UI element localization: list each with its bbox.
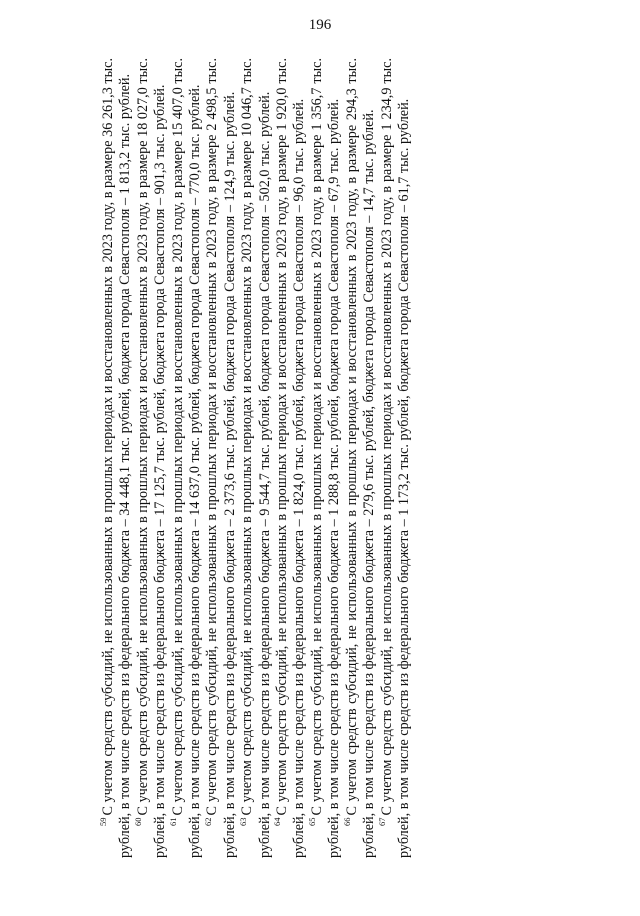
- footnote-67: [376, 58, 414, 858]
- footnote-marker: 66: [341, 817, 352, 826]
- footnote-66: [341, 58, 379, 858]
- footnote-text: С учетом средств субсидий, не использованных в прошлых периодах и восстановленных в 2023 году, в размере 1 234,9 тыс. рублей, в том числе средств из федерального бюджета – 1 173,2 тыс. рублей, бюджета города Севастополя – 61,7 тыс. рублей.: [378, 58, 412, 858]
- footnote-marker: 60: [133, 817, 144, 826]
- footnote-61: [167, 58, 205, 858]
- footnote-marker: 61: [167, 817, 178, 826]
- footnote-marker: 64: [272, 817, 283, 826]
- footnote-63: [239, 58, 274, 858]
- footnote-62: [204, 58, 239, 858]
- footnote-text: С учетом средств субсидий, не использованных в прошлых периодах и восстановленных в 2023 году, в размере 36 261,3 тыс. рублей, в том числе средств из федерального бюджета – 34 448,1 тыс. рублей, бюджета города Севастополя – 1 813,2 тыс. рублей.: [100, 58, 134, 858]
- footnote-marker: 63: [237, 817, 248, 826]
- page-number: 196: [308, 17, 332, 33]
- footnote-marker: 62: [202, 817, 213, 826]
- footnote-text: С учетом средств субсидий, не использованных в прошлых периодах и восстановленных в 2023 году, в размере 15 407,0 тыс. рублей, в том числе средств из федерального бюджета – 14 637,0 тыс. рублей, бюджета города Севастополя – 770,0 тыс. рублей.: [169, 58, 204, 858]
- footnote-text: С учетом средств субсидий, не использованных в прошлых периодах и восстановленных в 2023 году, в размере 18 027,0 тыс. рублей, в том числе средств из федерального бюджета – 17 125,7 тыс. рублей, бюджета города Севастополя – 901,3 тыс. рублей.: [134, 58, 169, 858]
- footnote-marker: 67: [376, 817, 387, 826]
- footnote-text: С учетом средств субсидий, не использованных в прошлых периодах и восстановленных в 2023 году, в размере 2 498,5 тыс. рублей, в том числе средств из федерального бюджета – 2 373,6 тыс. рублей, бюджета города Севастополя – 124,9 тыс. рублей.: [204, 58, 238, 858]
- footnote-text: С учетом средств субсидий, не использованных в прошлых периодах и восстановленных в 2023 году, в размере 1 356,7 тыс. рублей, в том числе средств из федерального бюджета – 1 288,8 тыс. рублей, бюджета города Севастополя – 67,9 тыс. рублей.: [308, 58, 343, 858]
- footnote-60: [135, 58, 170, 858]
- footnote-marker: 65: [307, 817, 318, 826]
- footnote-59: [100, 58, 135, 858]
- footnote-65: [309, 58, 344, 858]
- footnote-text: С учетом средств субсидий, не использованных в прошлых периодах и восстановленных в 2023 году, в размере 10 046,7 тыс. рублей, в том числе средств из федерального бюджета – 9 544,7 тыс. рублей, бюджета города Севастополя – 502,0 тыс. рублей.: [239, 58, 273, 858]
- footnotes-block: [100, 58, 580, 858]
- footnote-64: [274, 58, 309, 858]
- footnote-text: С учетом средств субсидий, не использованных в прошлых периодах и восстановленных в 2023 году, в размере 1 920,0 тыс. рублей, в том числе средств из федерального бюджета – 1 824,0 тыс. рублей, бюджета города Севастополя – 96,0 тыс. рублей.: [274, 58, 308, 858]
- footnote-marker: 59: [98, 817, 109, 826]
- footnote-text: С учетом средств субсидий, не использованных в прошлых периодах и восстановленных в 2023 году, в размере 294,3 тыс. рублей, в том числе средств из федерального бюджета – 279,6 тыс. рублей, бюджета города Севастополя – 14,7 тыс. рублей.: [343, 58, 378, 858]
